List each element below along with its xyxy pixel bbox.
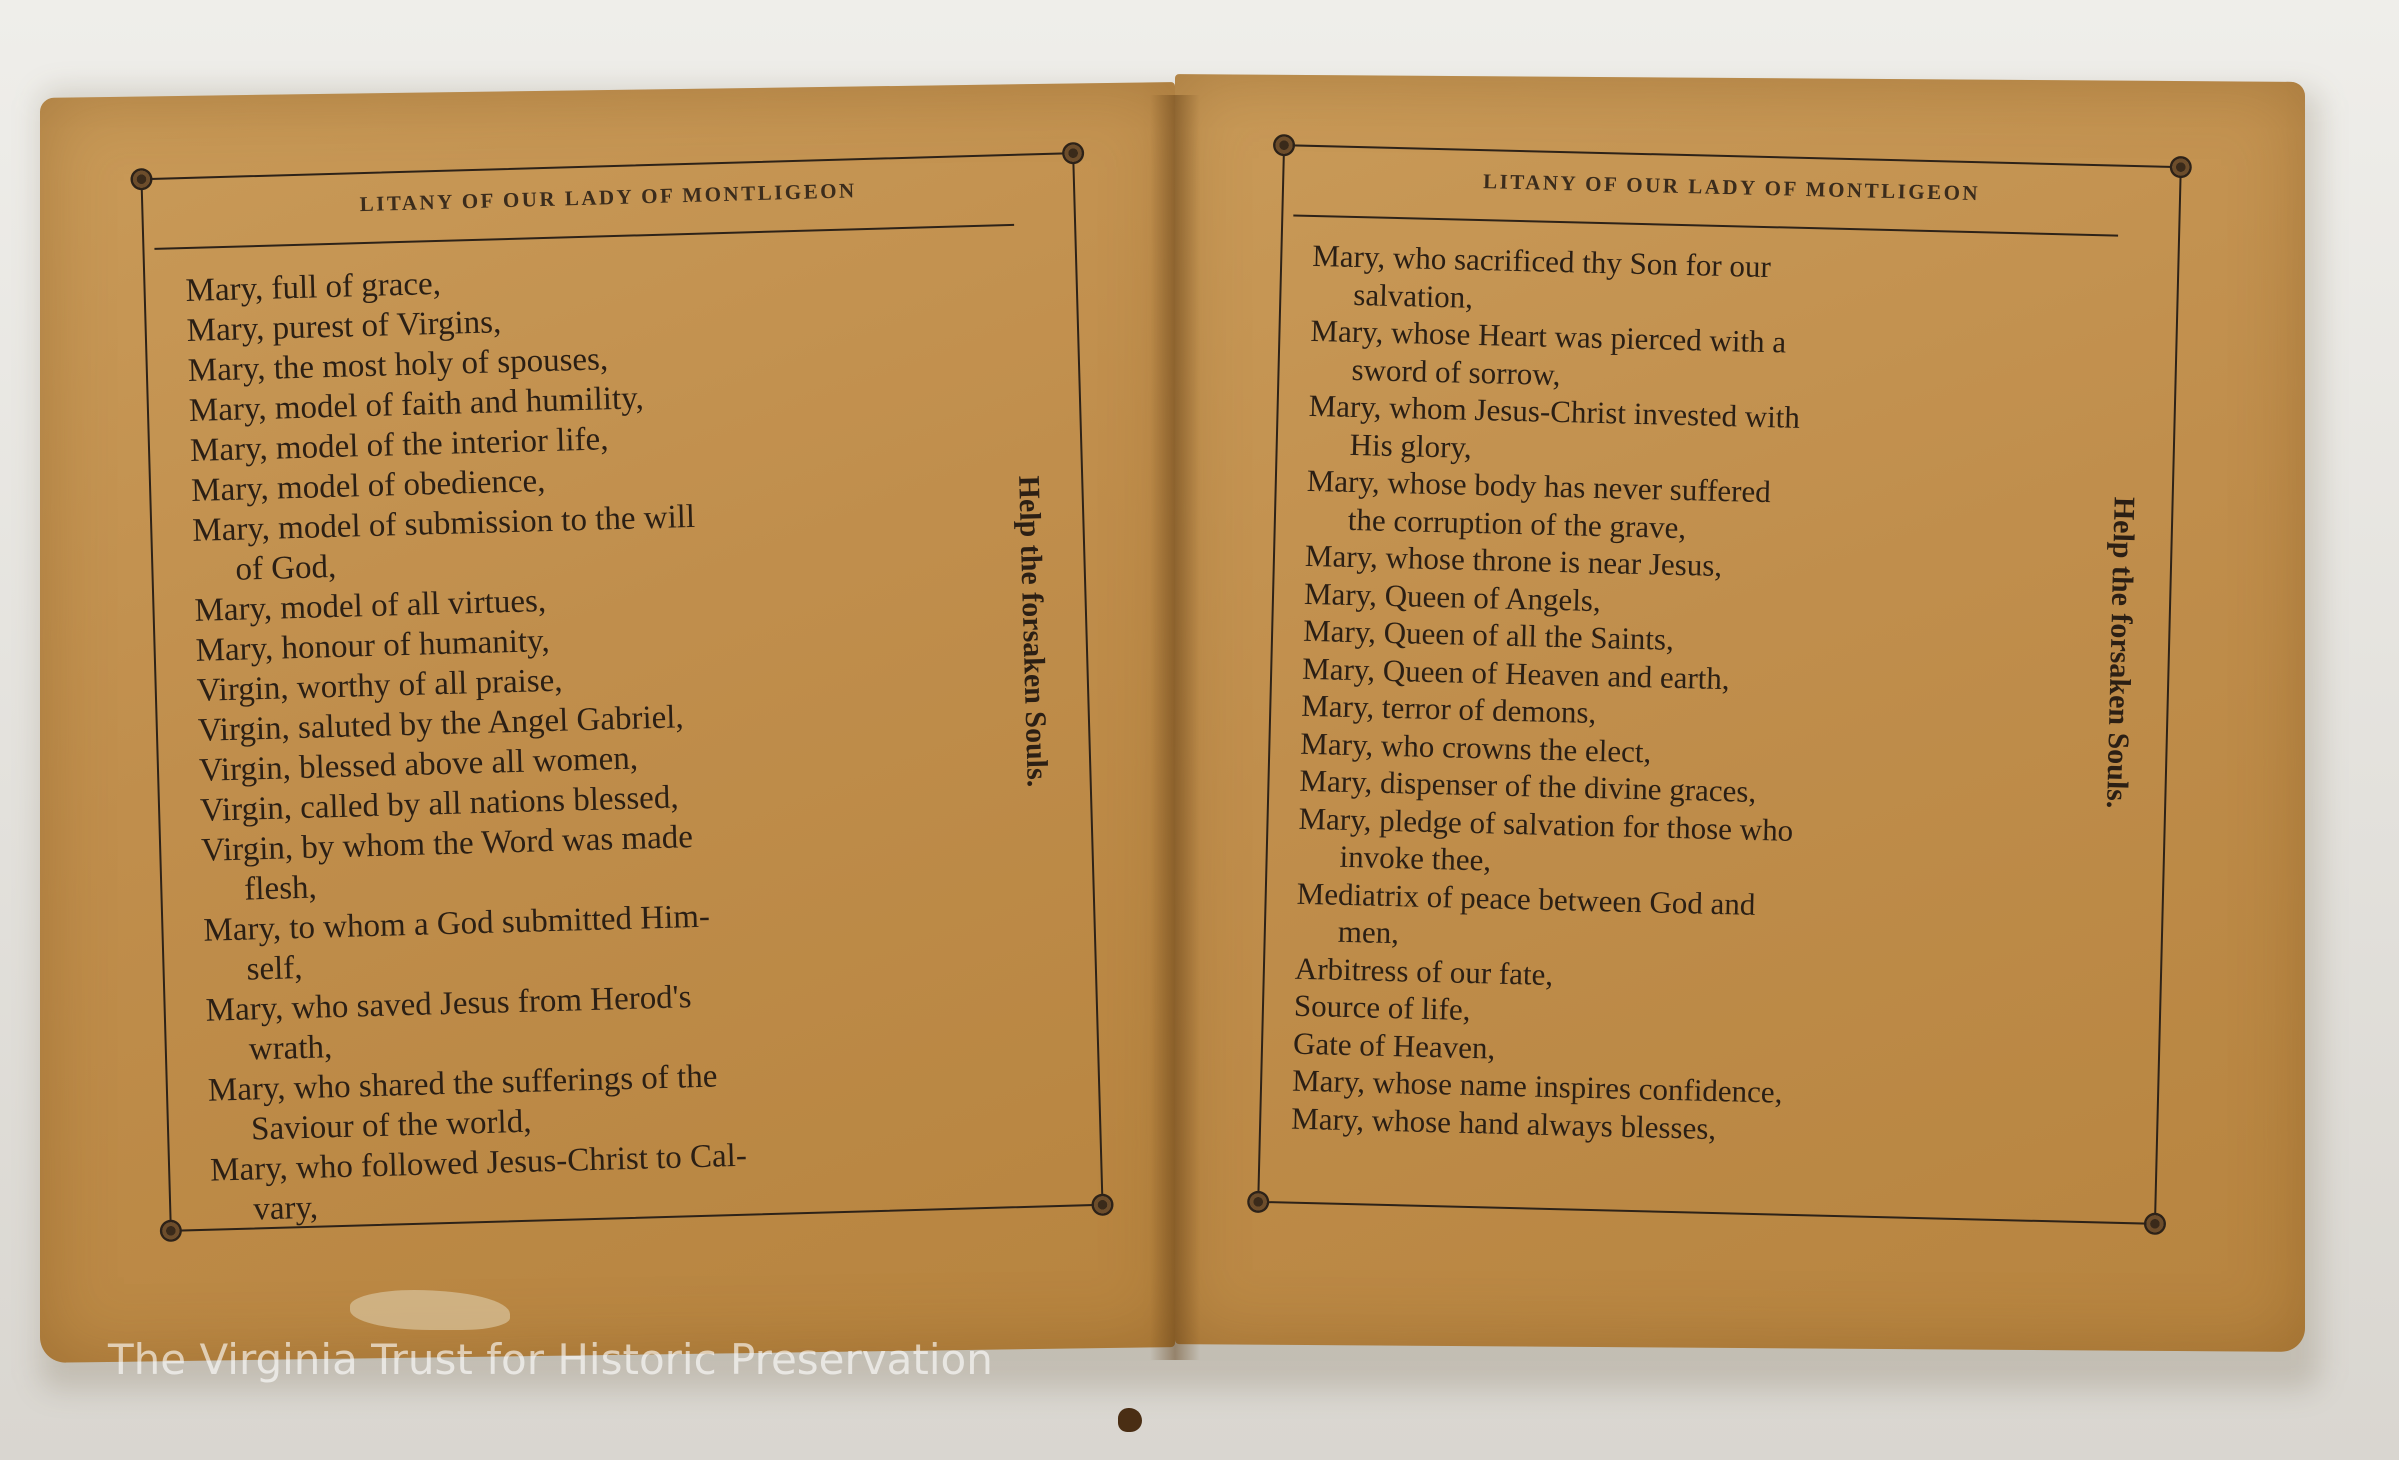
right-running-head: LITANY OF OUR LADY OF MONTLIGEON: [1482, 169, 1981, 206]
debris-speck: [1118, 1408, 1142, 1432]
litany-line: Virgin, by whom the Word was made: [200, 819, 694, 869]
litany-line: Mary, Queen of Angels,: [1303, 575, 1602, 618]
litany-line: the corruption of the grave,: [1347, 501, 1687, 545]
litany-line: Mary, whom Jesus-Christ invested with: [1308, 387, 1801, 435]
right-head-rule: [1293, 214, 2118, 236]
left-litany-text: [185, 256, 748, 1231]
litany-line: Source of life,: [1293, 987, 1471, 1028]
litany-line: Mary, Queen of all the Saints,: [1302, 612, 1675, 657]
left-running-head: LITANY OF OUR LADY OF MONTLIGEON: [359, 178, 857, 217]
litany-line: Mary, whose Heart was pierced with a: [1310, 312, 1787, 360]
litany-line: His glory,: [1349, 426, 1473, 465]
litany-line: Virgin, saluted by the Angel Gabriel,: [197, 699, 685, 749]
corner-ornament-icon: [1273, 134, 1296, 157]
litany-line: Virgin, called by all nations blessed,: [199, 779, 680, 829]
litany-line: of God,: [234, 548, 337, 588]
litany-line: Mary, whose name inspires confidence,: [1291, 1062, 1783, 1110]
litany-line: Mary, whose body has never suffered: [1306, 462, 1772, 510]
litany-line: Mary, Queen of Heaven and earth,: [1301, 650, 1731, 696]
litany-line: Virgin, blessed above all women,: [198, 740, 639, 789]
litany-line: Mary, to whom a God submitted Him-: [203, 898, 711, 949]
litany-line: Mary, whose throne is near Jesus,: [1304, 537, 1723, 584]
left-head-rule: [154, 224, 1014, 250]
litany-line: Mediatrix of peace between God and: [1296, 875, 1756, 922]
litany-line: Mary, model of the interior life,: [189, 421, 609, 469]
corner-ornament-icon: [130, 168, 153, 191]
litany-line: Mary, who followed Jesus-Christ to Cal-: [209, 1137, 748, 1189]
litany-line: self,: [246, 950, 303, 988]
litany-line: Mary, model of all virtues,: [194, 583, 547, 629]
left-page-border: [140, 152, 1103, 1232]
litany-line: Mary, honour of humanity,: [195, 623, 551, 669]
litany-line: Saviour of the world,: [250, 1103, 532, 1148]
litany-line: Mary, model of submission to the will: [191, 498, 696, 549]
litany-line: Virgin, worthy of all praise,: [196, 662, 564, 709]
litany-line: invoke thee,: [1339, 838, 1492, 878]
right-side-text: Help the forsaken Souls.: [2100, 496, 2141, 809]
litany-line: Mary, who crowns the elect,: [1300, 725, 1652, 769]
litany-line: Mary, dispenser of the divine graces,: [1299, 762, 1757, 809]
litany-line: Mary, who saved Jesus from Herod's: [205, 979, 692, 1029]
right-litany-text: [1291, 237, 1808, 1149]
litany-line: Mary, who sacrificed thy Son for our: [1311, 237, 1772, 285]
litany-line: Mary, purest of Virgins,: [186, 304, 502, 350]
litany-line: sword of sorrow,: [1351, 351, 1561, 392]
right-page-border: [1257, 144, 2182, 1225]
litany-line: Mary, whose hand always blesses,: [1290, 1100, 1717, 1146]
litany-line: Mary, model of obedience,: [190, 463, 546, 509]
litany-line: Mary, model of faith and humility,: [188, 380, 645, 429]
litany-line: Arbitress of our fate,: [1294, 950, 1554, 992]
litany-line: Mary, pledge of salvation for those who: [1298, 800, 1794, 848]
litany-line: Mary, terror of demons,: [1300, 687, 1597, 730]
litany-line: Gate of Heaven,: [1292, 1025, 1496, 1066]
litany-line: wrath,: [248, 1029, 333, 1068]
litany-line: flesh,: [243, 869, 318, 908]
left-side-text: Help the forsaken Souls.: [1012, 475, 1054, 788]
litany-line: Mary, the most holy of spouses,: [187, 341, 609, 389]
litany-line: salvation,: [1353, 276, 1474, 315]
litany-line: Mary, full of grace,: [185, 265, 442, 310]
litany-line: vary,: [252, 1189, 319, 1228]
litany-line: Mary, who shared the sufferings of the: [207, 1058, 718, 1109]
litany-line: men,: [1337, 913, 1400, 951]
watermark: The Virginia Trust for Historic Preservation: [108, 1335, 993, 1384]
booklet-spine: [1150, 95, 1200, 1360]
